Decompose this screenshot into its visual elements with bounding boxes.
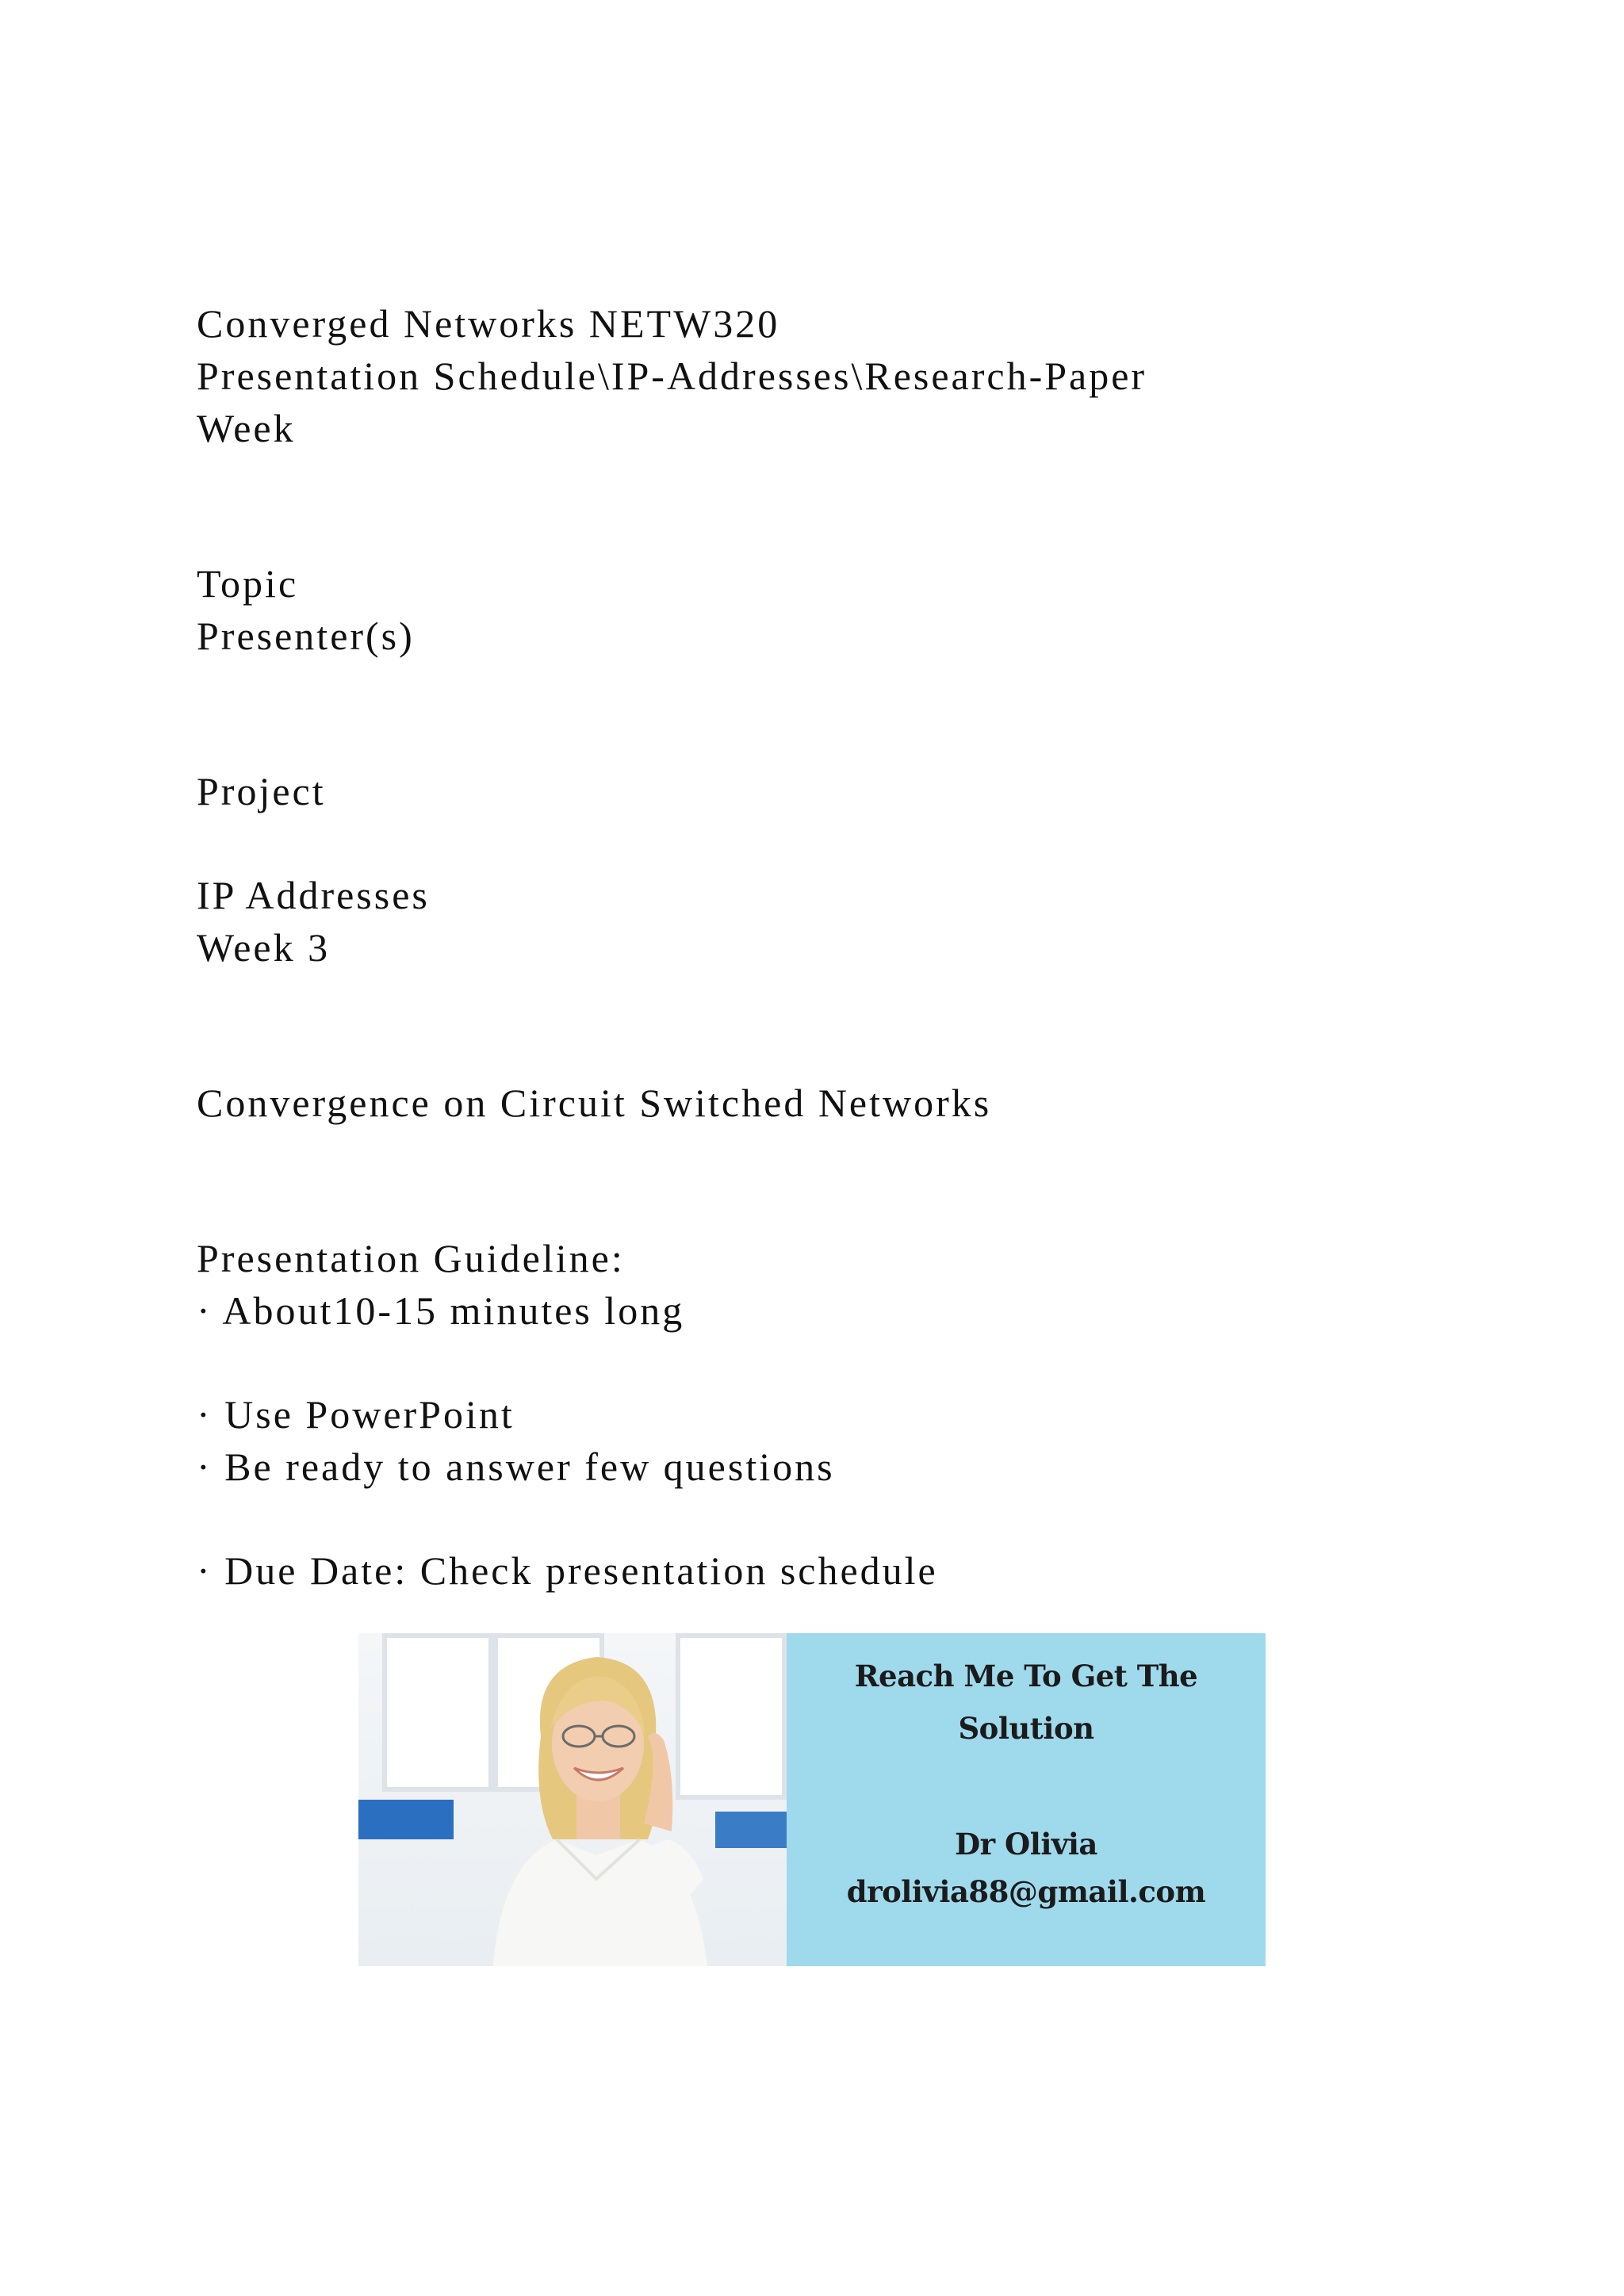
topic-header: Topic (197, 561, 299, 606)
person-photo (358, 1633, 787, 1966)
guideline-duration: · About10-15 minutes long (197, 1288, 685, 1333)
guideline-heading: Presentation Guideline: (197, 1236, 625, 1280)
guideline-powerpoint: · Use PowerPoint (197, 1392, 515, 1437)
banner-heading-line2: Solution (958, 1711, 1094, 1746)
project-label: Project (197, 769, 326, 813)
banner-heading-line1: Reach Me To Get The (854, 1659, 1198, 1693)
smiling-woman-illustration (477, 1641, 715, 1966)
convergence-topic: Convergence on Circuit Switched Networks (197, 1081, 992, 1125)
course-title: Converged Networks NETW320 (197, 301, 780, 346)
ip-addresses-topic: IP Addresses (197, 873, 430, 917)
guideline-due-date: · Due Date: Check presentation schedule (197, 1548, 938, 1593)
contact-name: Dr Olivia (955, 1827, 1097, 1862)
presenters-header: Presenter(s) (197, 614, 415, 658)
week-3-label: Week 3 (197, 925, 331, 970)
guideline-questions: · Be ready to answer few questions (197, 1445, 835, 1489)
contact-banner (358, 1633, 1266, 1966)
week-header: Week (197, 406, 296, 450)
contact-info-panel (787, 1633, 1266, 1966)
contact-email[interactable]: drolivia88@gmail.com (846, 1874, 1206, 1909)
schedule-title: Presentation Schedule\IP-Addresses\Research-Paper (197, 354, 1147, 398)
